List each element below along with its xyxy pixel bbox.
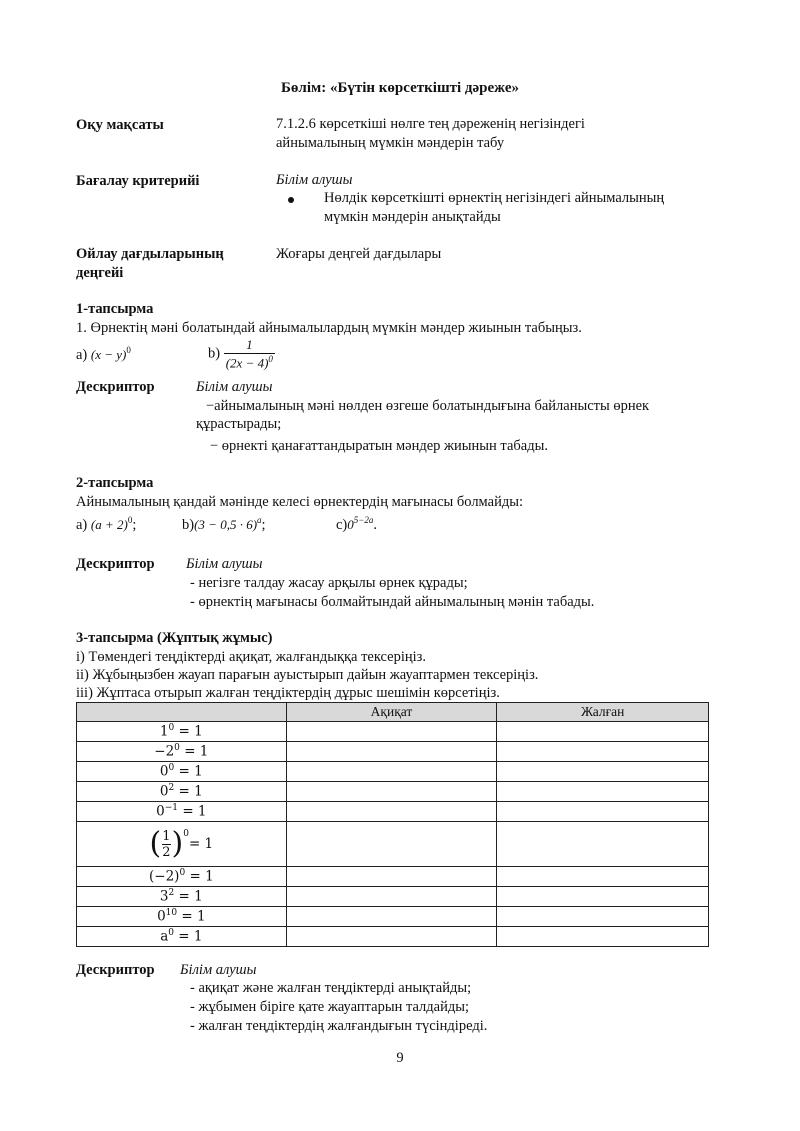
task2-a-label: а) — [76, 516, 88, 533]
task3-descriptor-2: - жұбымен біріге қате жауаптарын талдайды; — [190, 999, 469, 1015]
table-header-row — [77, 703, 709, 722]
task1-b-numerator: 1 — [224, 337, 275, 354]
true-cell[interactable] — [286, 927, 497, 947]
table-row — [77, 867, 709, 887]
task3-descriptor-3: - жалған теңдіктердің жалғандығын түсіндіреді. — [190, 1018, 488, 1034]
task2-item-c — [336, 515, 377, 534]
task2-c-label: c) — [336, 516, 348, 533]
task2-heading: 2-тапсырма — [76, 475, 154, 491]
skills-value: Жоғары деңгей дағдылары — [276, 246, 442, 262]
table-row — [77, 907, 709, 927]
task2-a-expr: (a + 2) — [90, 516, 128, 532]
true-cell[interactable] — [286, 722, 497, 742]
true-cell[interactable] — [286, 782, 497, 802]
table-row — [77, 927, 709, 947]
task2-descriptor-1: - негізге талдау жасау арқылы өрнек құрады; — [190, 575, 468, 591]
task3-descriptor-1: - ақиқат және жалған теңдіктерді анықтайды; — [190, 980, 472, 996]
task2-b-label: b) — [182, 516, 195, 533]
task3-line-1: i) Төмендегі теңдіктерді ақиқат, жалғандыққа тексеріңіз. — [76, 649, 427, 665]
task2-c-expr: 0 — [347, 516, 354, 532]
task1-b-exp: 0 — [268, 354, 273, 364]
expression-cell: $0^0 = 1$ — [77, 762, 287, 782]
task2-descriptor-label: Дескриптор — [76, 556, 155, 572]
expression-cell: $0^{-1} = 1$ — [77, 802, 287, 822]
false-cell[interactable] — [497, 722, 709, 742]
task1-descriptor-1-line-1: −айнымалының мәні нөлден өзгеше болатындығына байланысты өрнек — [206, 398, 650, 414]
false-cell[interactable] — [497, 782, 709, 802]
task1-learner: Білім алушы — [196, 379, 273, 395]
task1-descriptor-2: − өрнекті қанағаттандыратын мәндер жиынын табады. — [210, 438, 548, 454]
false-cell[interactable] — [497, 822, 709, 867]
true-cell[interactable] — [286, 867, 497, 887]
task2-b-exp: a — [257, 515, 262, 525]
task1-item-b — [208, 337, 275, 371]
table-row — [77, 802, 709, 822]
task2-descriptor-2: - өрнектің мағынасы болмайтындай айнымалының мәнін табады. — [190, 594, 595, 610]
section-title: Бөлім: «Бүтін көрсеткішті дәреже» — [280, 80, 519, 96]
table-row — [77, 782, 709, 802]
expression-cell: $3^2 = 1$ — [77, 887, 287, 907]
false-cell[interactable] — [497, 927, 709, 947]
false-cell[interactable] — [497, 762, 709, 782]
task2-c-exp: 5−2a — [353, 515, 374, 525]
false-cell[interactable] — [497, 907, 709, 927]
task1-descriptor-1-line-2: құрастырады; — [196, 416, 282, 432]
task1-a-label: а) — [76, 346, 88, 363]
true-cell[interactable] — [286, 907, 497, 927]
expression-cell: $1^0 = 1$ — [77, 722, 287, 742]
goal-line-2: айнымалының мүмкін мәндерін табу — [276, 135, 505, 151]
expression-cell: $0^2 = 1$ — [77, 782, 287, 802]
task3-line-3: iii) Жұптаса отырып жалған теңдіктердің дұрыс шешімін көрсетіңіз. — [76, 685, 500, 701]
task2-b-expr: (3 − 0,5 · 6) — [194, 516, 258, 532]
task2-learner: Білім алушы — [186, 556, 263, 572]
header-false: Жалған — [497, 703, 709, 722]
true-cell[interactable] — [286, 887, 497, 907]
criteria-learner: Білім алушы — [276, 172, 353, 188]
true-cell[interactable] — [286, 742, 497, 762]
task3-heading: 3-тапсырма (Жұптық жұмыс) — [76, 630, 273, 646]
task2-text: Айнымалының қандай мәнінде келесі өрнектердің мағынасы болмайды: — [76, 494, 523, 510]
task1-heading: 1-тапсырма — [76, 301, 154, 317]
expression-cell: $-2^0 = 1$ — [77, 742, 287, 762]
skills-label-line-1: Ойлау дағдыларының — [76, 246, 224, 262]
table-row — [77, 722, 709, 742]
task1-text: 1. Өрнектің мәні болатындай айнымалылардың мүмкін мәндер жиынын табыңыз. — [76, 320, 582, 336]
expression-cell: $(-2)^0 = 1$ — [77, 867, 287, 887]
table-row — [77, 742, 709, 762]
criteria-label: Бағалау критерийі — [76, 173, 200, 189]
task1-item-a — [76, 345, 131, 364]
page-number: 9 — [396, 1050, 404, 1066]
task3-line-2: ii) Жұбыңызбен жауап парағын ауыстырып дайын жауаптармен тексеріңіз. — [76, 667, 539, 683]
table-row — [77, 822, 709, 867]
equalities-table — [76, 702, 709, 947]
true-cell[interactable] — [286, 822, 497, 867]
false-cell[interactable] — [497, 887, 709, 907]
task2-item-b — [182, 515, 266, 534]
table-row — [77, 887, 709, 907]
task2-a-exp: 0 — [127, 515, 133, 525]
false-cell[interactable] — [497, 742, 709, 762]
task1-a-exp: 0 — [126, 345, 131, 355]
task1-b-fraction — [224, 337, 275, 371]
task1-b-denominator: (2x − 4) — [225, 355, 269, 371]
criteria-line-1: Нөлдік көрсеткішті өрнектің негізіндегі айнымалының — [324, 190, 665, 206]
true-cell[interactable] — [286, 762, 497, 782]
task2-item-a — [76, 515, 136, 534]
header-true: Ақиқат — [286, 703, 497, 722]
goal-line-1: 7.1.2.6 көрсеткіші нөлге тең дәреженің негізіндегі — [276, 116, 585, 132]
table-row — [77, 762, 709, 782]
true-cell[interactable] — [286, 802, 497, 822]
criteria-line-2: мүмкін мәндерін анықтайды — [324, 209, 501, 225]
task3-learner: Білім алушы — [180, 962, 257, 978]
expression-cell: $0^{10} = 1$ — [77, 907, 287, 927]
false-cell[interactable] — [497, 867, 709, 887]
task2-b-tail: ; — [261, 516, 266, 533]
task1-b-label: b) — [208, 345, 221, 362]
task2-c-tail: . — [373, 516, 377, 533]
task1-a-expr: (x − y) — [90, 346, 127, 362]
goal-label: Оқу мақсаты — [76, 117, 164, 133]
header-expression — [77, 703, 287, 722]
task1-descriptor-label: Дескриптор — [76, 379, 155, 395]
task2-a-tail: ; — [132, 516, 137, 533]
skills-label-line-2: деңгейі — [76, 265, 124, 281]
expression-cell: $a^0 = 1$ — [77, 927, 287, 947]
expression-cell: ( 1 2 ) $^0$ = 1 — [77, 822, 287, 867]
task3-descriptor-label: Дескриптор — [76, 962, 155, 978]
bullet-icon — [288, 197, 294, 203]
false-cell[interactable] — [497, 802, 709, 822]
